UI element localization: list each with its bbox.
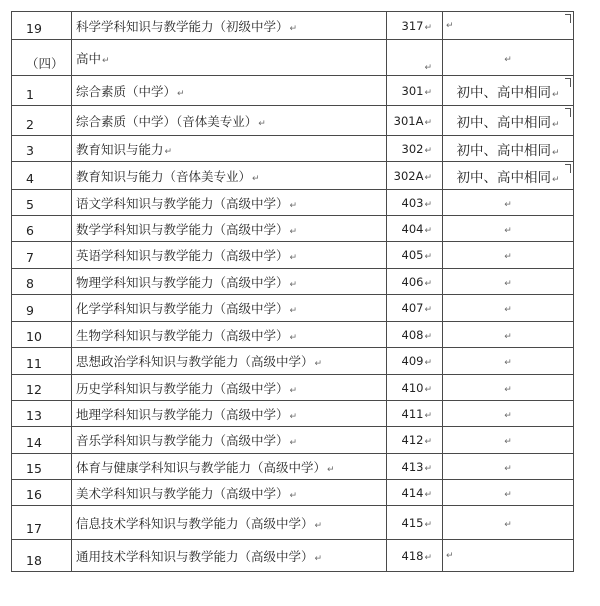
subject-name: 教育知识与能力 — [76, 141, 164, 157]
note-cell — [443, 162, 574, 190]
row-number: 16 — [26, 487, 42, 502]
note-cell — [443, 106, 574, 136]
table-row — [12, 322, 574, 348]
note-cell — [443, 12, 574, 40]
subject-name-cell — [72, 76, 387, 106]
cell-end-mark-icon: ↵ — [504, 519, 512, 530]
row-number: 1 — [26, 87, 34, 102]
note-cell — [443, 269, 574, 295]
paragraph-mark-icon: ↵ — [424, 87, 432, 98]
note-cell — [443, 242, 574, 269]
subject-name-cell — [72, 106, 387, 136]
cell-end-mark-icon: ↵ — [504, 225, 512, 236]
subject-name: 信息技术学科知识与教学能力（高级中学） — [76, 515, 314, 531]
note-text: 初中、高中相同 — [456, 142, 551, 159]
cell-end-mark-icon: ↵ — [551, 119, 560, 130]
table-row — [12, 454, 574, 480]
row-number-cell — [12, 295, 72, 322]
row-number-cell — [12, 106, 72, 136]
row-number-cell — [12, 480, 72, 506]
row-number: 12 — [26, 382, 42, 397]
row-number-cell — [12, 540, 72, 572]
row-number: 15 — [26, 461, 42, 476]
cell-end-mark-icon: ↵ — [504, 252, 512, 262]
cell-corner-marker — [565, 164, 571, 173]
subject-code: 413 — [401, 459, 424, 474]
subject-name-cell — [72, 216, 387, 242]
paragraph-mark-icon: ↵ — [289, 411, 298, 422]
subject-code: 406 — [401, 274, 424, 289]
subject-code-cell — [387, 427, 443, 454]
row-number-cell — [12, 427, 72, 454]
paragraph-mark-icon: ↵ — [289, 306, 298, 316]
paragraph-mark-icon: ↵ — [424, 437, 432, 447]
subject-code: 410 — [401, 380, 424, 395]
row-number: 6 — [26, 223, 34, 238]
row-number: 3 — [26, 143, 34, 158]
subject-code-cell — [387, 136, 443, 162]
note-cell — [443, 76, 574, 106]
paragraph-mark-icon: ↵ — [327, 464, 335, 475]
subject-name-cell — [72, 401, 387, 427]
subject-name-cell — [72, 162, 387, 190]
subject-name-cell — [72, 454, 387, 480]
cell-end-mark-icon: ↵ — [504, 278, 512, 289]
subject-code-cell — [387, 76, 443, 106]
subject-name: 美术学科知识与教学能力（高级中学） — [76, 485, 289, 501]
subject-name: 化学学科知识与教学能力（高级中学） — [76, 301, 289, 316]
table-row — [12, 269, 574, 295]
subject-name: 体育与健康学科知识与教学能力（高级中学） — [76, 459, 327, 475]
row-number-cell — [12, 348, 72, 375]
exam-subject-table — [11, 11, 574, 572]
paragraph-mark-icon: ↵ — [258, 118, 266, 129]
cell-end-mark-icon: ↵ — [551, 89, 560, 100]
row-number-cell — [12, 242, 72, 269]
row-number: （四） — [26, 56, 64, 71]
paragraph-mark-icon: ↵ — [424, 305, 432, 315]
row-number-cell — [12, 162, 72, 190]
subject-code: 407 — [401, 301, 424, 315]
table-row — [12, 375, 574, 401]
subject-code-cell — [387, 506, 443, 540]
table-row — [12, 40, 574, 76]
paragraph-mark-icon: ↵ — [424, 410, 432, 421]
cell-end-mark-icon: ↵ — [504, 305, 512, 315]
subject-code: 414 — [401, 485, 424, 500]
subject-name: 音乐学科知识与教学能力（高级中学） — [76, 433, 289, 448]
paragraph-mark-icon: ↵ — [289, 490, 298, 501]
note-text: 初中、高中相同 — [456, 84, 551, 101]
note-cell — [443, 216, 574, 242]
subject-code-cell — [387, 162, 443, 190]
note-cell — [443, 454, 574, 480]
note-cell — [443, 401, 574, 427]
row-number-cell — [12, 401, 72, 427]
subject-code-cell — [387, 269, 443, 295]
table-body — [12, 12, 574, 572]
paragraph-mark-icon: ↵ — [314, 553, 323, 564]
note-cell — [443, 540, 574, 572]
row-number: 9 — [26, 303, 34, 318]
row-number-cell — [12, 454, 72, 480]
subject-code-cell — [387, 540, 443, 572]
cell-end-mark-icon: ↵ — [551, 147, 560, 158]
subject-name: 教育知识与能力（音体美专业） — [76, 168, 252, 184]
row-number: 17 — [26, 521, 42, 536]
row-number-cell — [12, 12, 72, 40]
subject-code: 405 — [401, 248, 424, 262]
subject-name-cell — [72, 322, 387, 348]
cell-corner-marker — [565, 108, 571, 117]
subject-code: 403 — [401, 195, 424, 210]
row-number: 14 — [26, 435, 42, 450]
paragraph-mark-icon: ↵ — [289, 253, 298, 263]
note-cell — [443, 190, 574, 216]
cell-end-mark-icon: ↵ — [504, 489, 512, 500]
subject-code-cell — [387, 295, 443, 322]
cell-end-mark-icon: ↵ — [551, 174, 560, 185]
paragraph-mark-icon: ↵ — [289, 226, 298, 237]
subject-code: 301 — [401, 83, 424, 98]
subject-name: 语文学科知识与教学能力（高级中学） — [76, 195, 289, 211]
row-number-cell — [12, 506, 72, 540]
subject-name-cell — [72, 506, 387, 540]
cell-end-mark-icon: ↵ — [504, 54, 512, 65]
subject-code: 404 — [401, 221, 424, 236]
row-number-cell — [12, 40, 72, 76]
row-number: 19 — [26, 21, 42, 36]
paragraph-mark-icon: ↵ — [424, 225, 432, 236]
subject-name-cell — [72, 375, 387, 401]
note-text: 初中、高中相同 — [456, 114, 551, 131]
paragraph-mark-icon: ↵ — [424, 463, 432, 474]
subject-name: 英语学科知识与教学能力（高级中学） — [76, 248, 289, 263]
row-number: 5 — [26, 197, 34, 212]
subject-code: 317 — [401, 18, 424, 33]
note-cell — [443, 427, 574, 454]
table-row — [12, 401, 574, 427]
row-number: 7 — [26, 250, 34, 265]
subject-name: 地理学科知识与教学能力（高级中学） — [76, 406, 289, 422]
cell-end-mark-icon: ↵ — [504, 358, 512, 368]
cell-end-mark-icon: ↵ — [504, 437, 512, 447]
subject-name: 物理学科知识与教学能力（高级中学） — [76, 274, 289, 290]
row-number-cell — [12, 269, 72, 295]
note-cell — [443, 480, 574, 506]
note-text: 初中、高中相同 — [456, 169, 551, 186]
paragraph-mark-icon: ↵ — [424, 145, 432, 156]
subject-name-cell — [72, 40, 387, 76]
paragraph-mark-icon: ↵ — [102, 55, 110, 66]
note-cell — [443, 40, 574, 76]
paragraph-mark-icon: ↵ — [424, 278, 432, 289]
paragraph-mark-icon: ↵ — [289, 23, 298, 34]
subject-code-cell — [387, 322, 443, 348]
subject-code: 302 — [401, 141, 424, 156]
subject-name-cell — [72, 427, 387, 454]
subject-code-cell — [387, 12, 443, 40]
row-number-cell — [12, 136, 72, 162]
subject-name-cell — [72, 269, 387, 295]
paragraph-mark-icon: ↵ — [289, 332, 298, 343]
paragraph-mark-icon: ↵ — [289, 385, 298, 396]
row-number-cell — [12, 190, 72, 216]
subject-name: 高中 — [76, 50, 102, 66]
row-number-cell — [12, 375, 72, 401]
cell-end-mark-icon: ↵ — [504, 410, 512, 421]
subject-code: 409 — [401, 354, 424, 368]
subject-code: 412 — [401, 433, 424, 447]
subject-name-cell — [72, 190, 387, 216]
subject-code: 411 — [401, 406, 424, 421]
cell-corner-marker — [565, 78, 571, 87]
subject-name: 综合素质（中学）（音体美专业） — [76, 113, 258, 129]
table-row — [12, 506, 574, 540]
table-row — [12, 12, 574, 40]
paragraph-mark-icon: ↵ — [424, 519, 432, 530]
row-number: 10 — [26, 329, 42, 344]
note-cell — [443, 506, 574, 540]
cell-end-mark-icon: ↵ — [504, 331, 512, 342]
subject-code-cell — [387, 375, 443, 401]
paragraph-mark-icon: ↵ — [424, 331, 432, 342]
row-number: 2 — [26, 117, 34, 132]
note-cell — [443, 322, 574, 348]
table-row — [12, 136, 574, 162]
paragraph-mark-icon: ↵ — [314, 359, 323, 369]
row-number: 18 — [26, 553, 42, 568]
paragraph-mark-icon: ↵ — [424, 117, 432, 128]
subject-code-cell — [387, 480, 443, 506]
table-row — [12, 106, 574, 136]
table-row — [12, 216, 574, 242]
paragraph-mark-icon: ↵ — [252, 173, 260, 184]
paragraph-mark-icon: ↵ — [164, 146, 173, 157]
paragraph-mark-icon: ↵ — [424, 489, 432, 500]
subject-name: 综合素质（中学） — [76, 83, 177, 99]
row-number-cell — [12, 76, 72, 106]
paragraph-mark-icon: ↵ — [424, 358, 432, 368]
cell-corner-marker — [565, 14, 571, 23]
paragraph-mark-icon: ↵ — [424, 63, 432, 73]
subject-code: 302A — [393, 168, 424, 183]
subject-code-cell — [387, 242, 443, 269]
table-row — [12, 427, 574, 454]
subject-name-cell — [72, 136, 387, 162]
subject-name: 历史学科知识与教学能力（高级中学） — [76, 380, 289, 396]
note-cell — [443, 348, 574, 375]
note-cell — [443, 295, 574, 322]
table-row — [12, 348, 574, 375]
subject-code-cell — [387, 454, 443, 480]
table-row — [12, 190, 574, 216]
subject-name-cell — [72, 12, 387, 40]
row-number-cell — [12, 216, 72, 242]
subject-name-cell — [72, 295, 387, 322]
subject-code-cell — [387, 190, 443, 216]
paragraph-mark-icon: ↵ — [289, 279, 298, 290]
paragraph-mark-icon: ↵ — [289, 200, 298, 211]
subject-name: 生物学科知识与教学能力（高级中学） — [76, 327, 289, 343]
subject-code-cell — [387, 106, 443, 136]
cell-end-mark-icon: ↵ — [446, 20, 454, 31]
paragraph-mark-icon: ↵ — [424, 384, 432, 395]
subject-code: 408 — [401, 327, 424, 342]
note-cell — [443, 136, 574, 162]
paragraph-mark-icon: ↵ — [424, 252, 432, 262]
subject-code-cell — [387, 348, 443, 375]
subject-name: 思想政治学科知识与教学能力（高级中学） — [76, 354, 314, 369]
cell-end-mark-icon: ↵ — [504, 463, 512, 474]
subject-name: 数学学科知识与教学能力（高级中学） — [76, 221, 289, 237]
paragraph-mark-icon: ↵ — [289, 438, 298, 448]
subject-name: 科学学科知识与教学能力（初级中学） — [76, 18, 289, 34]
subject-code: 418 — [401, 548, 424, 563]
table-row — [12, 295, 574, 322]
subject-code: 415 — [401, 515, 424, 530]
paragraph-mark-icon: ↵ — [424, 199, 432, 210]
row-number: 13 — [26, 408, 42, 423]
cell-end-mark-icon: ↵ — [446, 550, 454, 561]
subject-code-cell — [387, 216, 443, 242]
row-number: 4 — [26, 171, 34, 186]
paragraph-mark-icon: ↵ — [424, 22, 432, 33]
table-row — [12, 162, 574, 190]
table-row — [12, 76, 574, 106]
cell-end-mark-icon: ↵ — [504, 199, 512, 210]
row-number: 8 — [26, 276, 34, 291]
paragraph-mark-icon: ↵ — [177, 88, 185, 99]
subject-name: 通用技术学科知识与教学能力（高级中学） — [76, 548, 314, 564]
row-number: 11 — [26, 356, 42, 371]
row-number-cell — [12, 322, 72, 348]
subject-name-cell — [72, 348, 387, 375]
cell-end-mark-icon: ↵ — [504, 384, 512, 395]
subject-name-cell — [72, 242, 387, 269]
paragraph-mark-icon: ↵ — [424, 172, 432, 183]
table-row — [12, 540, 574, 572]
table-row — [12, 480, 574, 506]
note-cell — [443, 375, 574, 401]
subject-code-cell — [387, 40, 443, 76]
paragraph-mark-icon: ↵ — [314, 520, 323, 531]
subject-name-cell — [72, 480, 387, 506]
subject-name-cell — [72, 540, 387, 572]
subject-code-cell — [387, 401, 443, 427]
paragraph-mark-icon: ↵ — [424, 552, 432, 563]
table-row — [12, 242, 574, 269]
subject-code: 301A — [393, 113, 424, 128]
